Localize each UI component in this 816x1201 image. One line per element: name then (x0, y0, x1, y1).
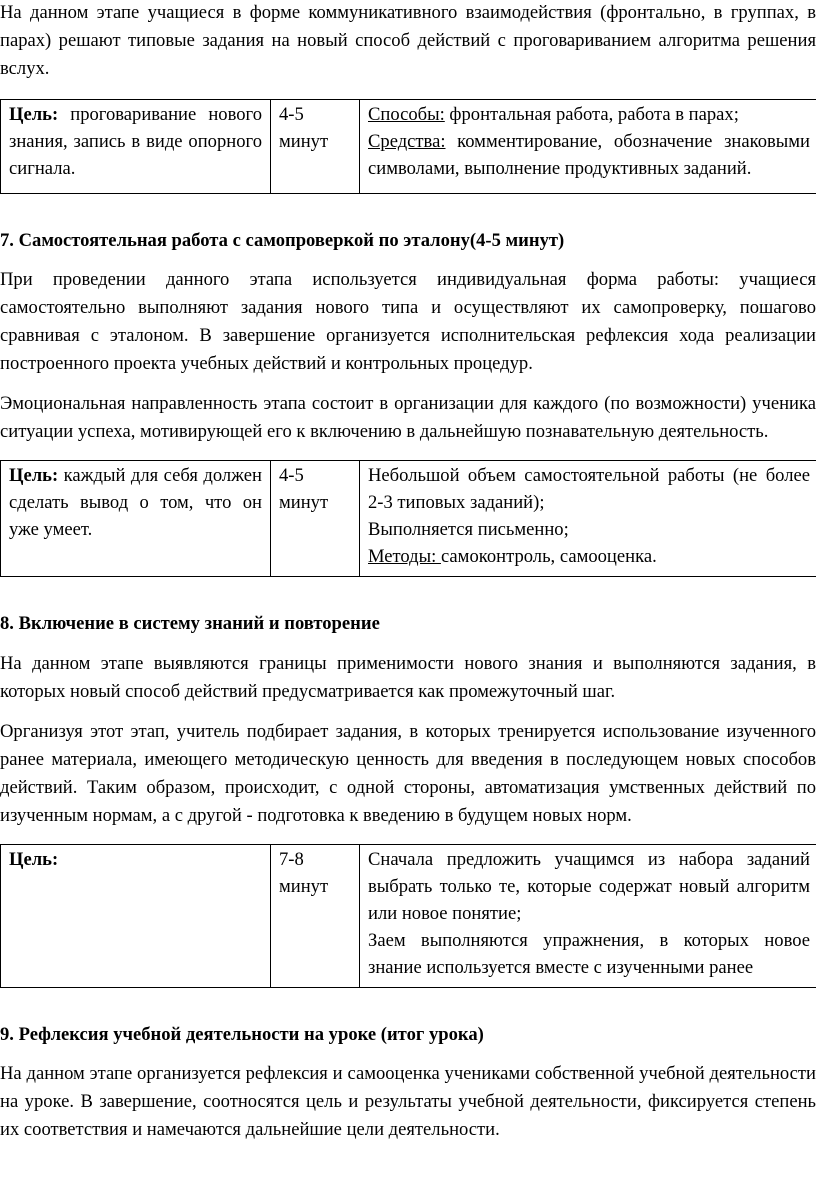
section-8-paragraph-1: На данном этапе выявляются границы применимости нового знания и выполняются задания, в которых новый способ действий предусматривается как промежуточный шаг. (0, 653, 816, 702)
section-7-paragraph-2: Эмоциональная направленность этапа состоит в организации для каждого (по возможности) ученика ситуации успеха, мотивирующей его к включению в дальнейшую познавательную деятельность. (0, 393, 816, 442)
section-7-paragraph-1: При проведении данного этапа используется индивидуальная форма работы: учащиеся самостоятельно выполняют задания нового типа и осуществляют их самопроверку, пошагово сравнивая с эталоном. В завершение организуется исполнительская рефлексия хода реализации построенного проекта учебных действий и контрольных процедур. (0, 269, 816, 374)
section-7-heading: 7. Самостоятельная работа с самопроверкой по эталону(4-5 минут) (0, 230, 565, 251)
methods-label: Способы: (368, 104, 445, 125)
time-cell: 7-8 минут (271, 845, 360, 988)
details-cell (360, 100, 816, 194)
means-label: Средства: (368, 131, 446, 152)
goal-label: Цель: (9, 849, 59, 870)
goal-cell (1, 461, 271, 577)
detail-line-1: Небольшой объем самостоятельной работы (не более 2-3 типовых заданий); (368, 465, 810, 513)
stage-table-3 (0, 844, 816, 988)
goal-text: каждый для себя должен сделать вывод о том, что он уже умеет. (9, 465, 262, 540)
section-9-heading: 9. Рефлексия учебной деятельности на уроке (итог урока) (0, 1024, 484, 1045)
detail-line-2: Выполняется письменно; (368, 519, 569, 540)
goal-text: проговаривание нового знания, запись в виде опорного сигнала. (9, 104, 262, 179)
goal-cell (1, 100, 271, 194)
detail-line-2: Заем выполняются упражнения, в которых новое знание используется вместе с изученными ранее (368, 930, 810, 978)
means-text: комментирование, обозначение знаковыми символами, выполнение продуктивных заданий. (368, 131, 810, 179)
time-cell: 4-5 минут (271, 461, 360, 577)
details-cell (360, 845, 816, 988)
section-8-heading: 8. Включение в систему знаний и повторение (0, 613, 380, 634)
goal-label: Цель: (9, 104, 59, 125)
stage-table-1 (0, 99, 816, 194)
goal-cell (1, 845, 271, 988)
methods-text: самоконтроль, самооценка. (440, 546, 657, 567)
time-cell: 4-5 минут (271, 100, 360, 194)
section-9-paragraph-1: На данном этапе организуется рефлексия и самооценка учениками собственной учебной деятельности на уроке. В завершение, соотносятся цель и результаты учебной деятельности, фиксируется степень их соответствия и намечаются дальнейшие цели деятельности. (0, 1063, 816, 1140)
section-8-paragraph-2: Организуя этот этап, учитель подбирает задания, в которых тренируется использование изученного ранее материала, имеющего методическую ценность для введения в последующем новых способов действий. Таким образом, происходит, с одной стороны, автоматизация умственных действий по изученным нормам, а с другой - подготовка к введению в будущем новых норм. (0, 721, 816, 826)
methods-label: Методы: (368, 546, 441, 567)
goal-label: Цель: (9, 465, 59, 486)
methods-text: фронтальная работа, работа в парах; (444, 104, 739, 125)
detail-line-1: Сначала предложить учащимся из набора заданий выбрать только те, которые содержат новый алгоритм или новое понятие; (368, 849, 810, 924)
stage-table-2 (0, 460, 816, 577)
intro-paragraph: На данном этапе учащиеся в форме коммуникативного взаимодействия (фронтально, в группах, в парах) решают типовые задания на новый способ действий с проговариванием алгоритма решения вслух. (0, 2, 816, 79)
details-cell (360, 461, 816, 577)
